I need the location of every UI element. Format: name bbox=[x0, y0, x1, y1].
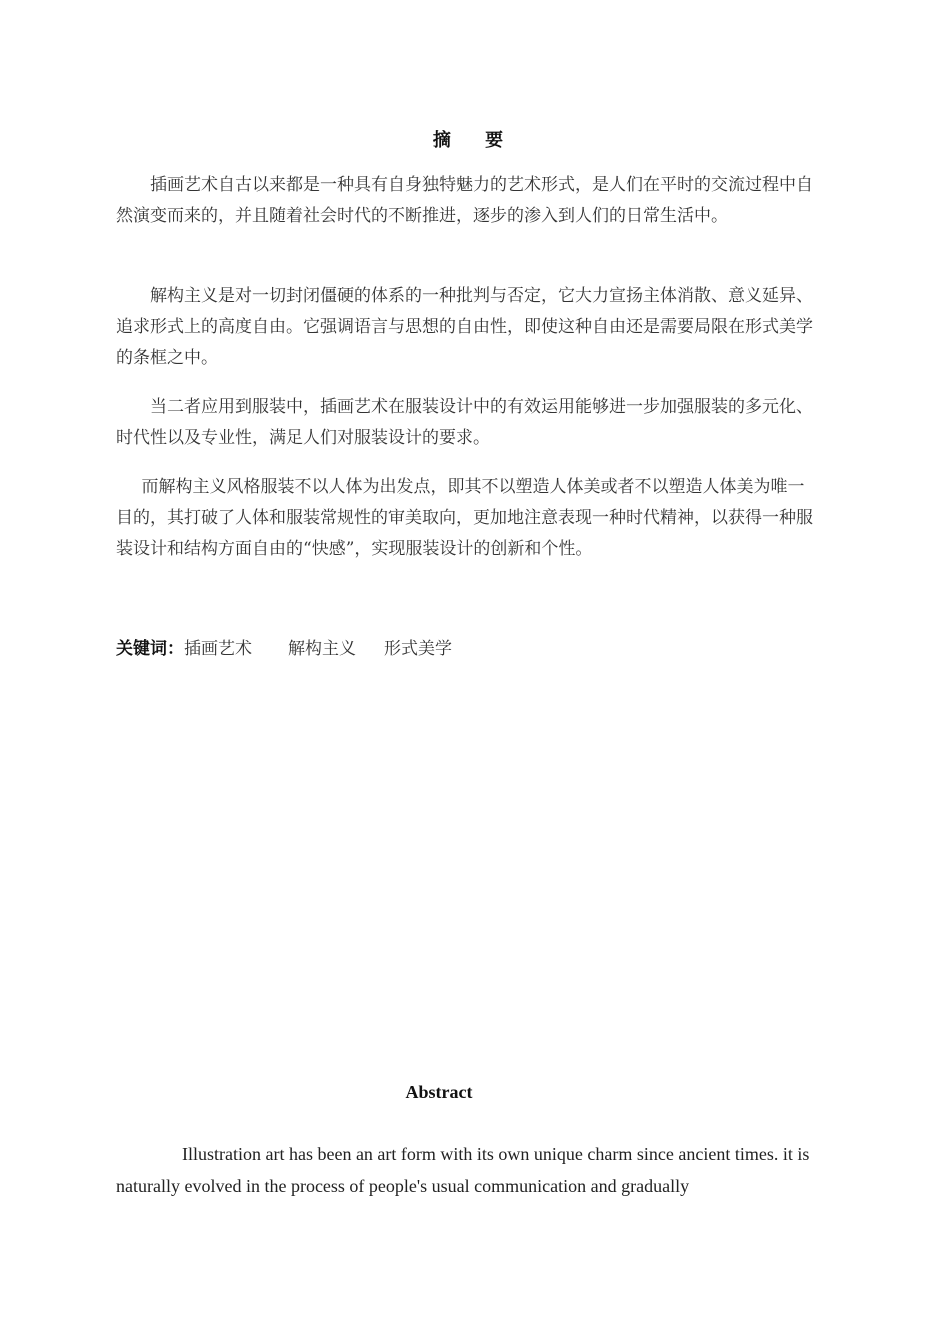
keyword-item: 形式美学 bbox=[384, 639, 452, 659]
keywords-line bbox=[116, 634, 452, 659]
abstract-title-cn: 摘 要 bbox=[432, 130, 518, 151]
abstract-paragraph-4: 而解构主义风格服装不以人体为出发点，即其不以塑造人体美或者不以塑造人体美为唯一目的，其打破了人体和服装常规性的审美取向，更加地注意表现一种时代精神，以获得一种服装设计和结构方面自由的“快感”，实现服装设计的创新和个性。 bbox=[116, 477, 813, 559]
abstract-paragraph-2: 解构主义是对一切封闭僵硬的体系的一种批判与否定，它大力宣扬主体消散、意义延异、追求形式上的高度自由。它强调语言与思想的自由性，即使这种自由还是需要局限在形式美学的条框之中。 bbox=[116, 286, 813, 368]
abstract-paragraph-3: 当二者应用到服装中，插画艺术在服装设计中的有效运用能够进一步加强服装的多元化、时代性以及专业性，满足人们对服装设计的要求。 bbox=[116, 397, 813, 448]
abstract-title-en: Abstract bbox=[405, 1082, 473, 1102]
abstract-paragraph-1: 插画艺术自古以来都是一种具有自身独特魅力的艺术形式，是人们在平时的交流过程中自然演变而来的，并且随着社会时代的不断推进，逐步的渗入到人们的日常生活中。 bbox=[116, 175, 813, 226]
keyword-item: 解构主义 bbox=[288, 639, 356, 659]
keywords-label: 关键词： bbox=[116, 639, 184, 659]
abstract-paragraph-en: Illustration art has been an art form with its own unique charm since ancient times. it is naturally evolved in the process of people's usual communication and gradually bbox=[116, 1144, 810, 1196]
keyword-item: 插画艺术 bbox=[184, 639, 252, 659]
